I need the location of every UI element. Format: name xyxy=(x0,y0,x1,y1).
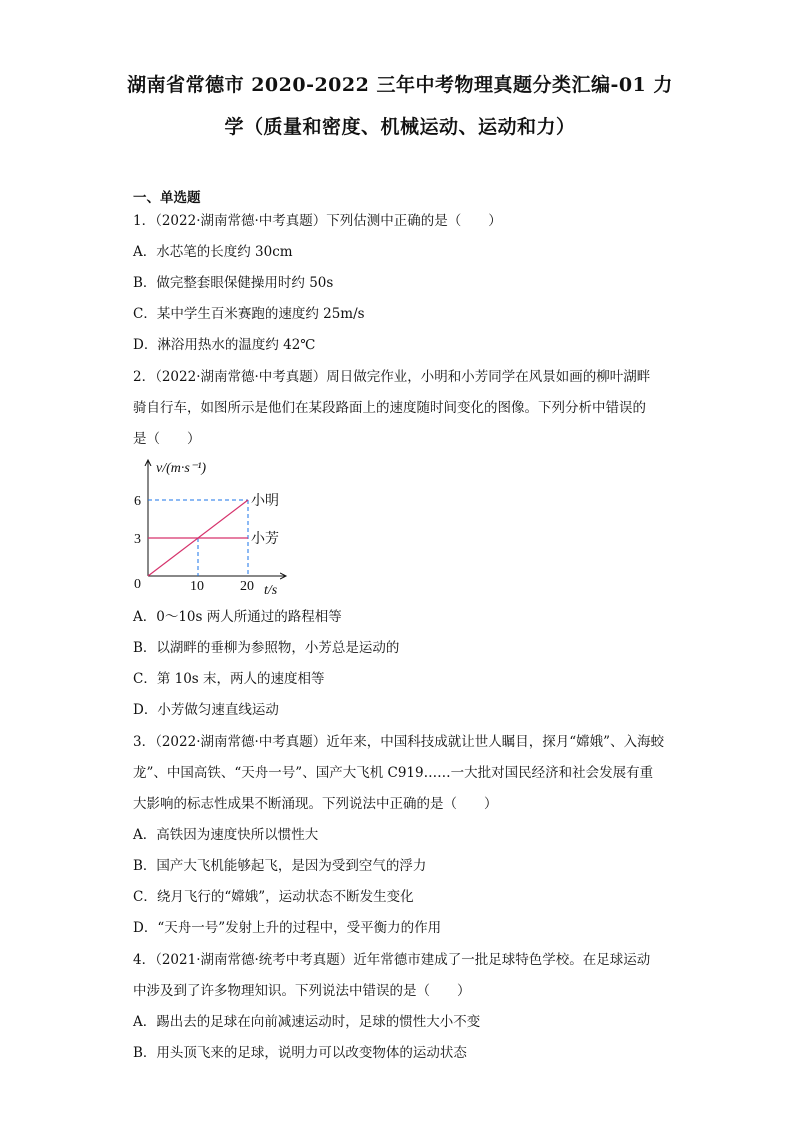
question-2-option-b: B．以湖畔的垂柳为参照物，小芳总是运动的 xyxy=(133,640,400,656)
question-2-stem-line-3: 是（ ） xyxy=(133,431,201,447)
y-tick-label-2: 6 xyxy=(134,494,141,509)
question-2-stem-line-2: 骑自行车，如图所示是他们在某段路面上的速度随时间变化的图像。下列分析中错误的 xyxy=(133,400,646,416)
question-2-option-c: C．第 10s 末，两人的速度相等 xyxy=(133,671,325,687)
question-3-stem-line-2: 龙”、中国高铁、“天舟一号”、国产大飞机 C919……一大批对国民经济和社会发展有重 xyxy=(133,765,654,781)
question-2-stem-line-1: 2．（2022·湖南常德·中考真题）周日做完作业，小明和小芳同学在风景如画的柳叶湖畔 xyxy=(133,369,651,385)
question-3-stem-line-1: 3．（2022·湖南常德·中考真题）近年来，中国科技成就让世人瞩目，探月“嫦娥”、入海蛟 xyxy=(133,734,665,750)
question-1-option-a: A．水芯笔的长度约 30cm xyxy=(133,244,293,260)
question-3-option-c: C．绕月飞行的“嫦娥”，运动状态不断发生变化 xyxy=(133,889,414,905)
question-4-stem-line-2: 中涉及到了许多物理知识。下列说法中错误的是（ ） xyxy=(133,983,471,999)
x-axis-label: t/s xyxy=(264,583,278,598)
question-2-option-d: D．小芳做匀速直线运动 xyxy=(133,702,279,718)
velocity-time-chart xyxy=(126,456,296,604)
origin-label: 0 xyxy=(134,577,141,592)
question-4-stem-line-1: 4．（2021·湖南常德·统考中考真题）近年常德市建成了一批足球特色学校。在足球运动 xyxy=(133,952,651,968)
x-tick-label-1: 10 xyxy=(190,579,204,594)
page-title-line-1: 湖南省常德市 2020-2022 三年中考物理真题分类汇编-01 力 xyxy=(127,74,673,96)
question-4-option-b: B．用头顶飞来的足球，说明力可以改变物体的运动状态 xyxy=(133,1045,467,1061)
series-label-1: 小明 xyxy=(251,494,279,509)
question-4-option-a: A．踢出去的足球在向前减速运动时，足球的惯性大小不变 xyxy=(133,1014,481,1030)
question-3-stem-line-3: 大影响的标志性成果不断涌现。下列说法中正确的是（ ） xyxy=(133,796,498,812)
question-3-option-a: A．高铁因为速度快所以惯性大 xyxy=(133,827,319,843)
question-1-option-d: D．淋浴用热水的温度约 42℃ xyxy=(133,337,316,353)
y-axis-label: v/(m·s⁻¹) xyxy=(156,461,207,476)
series-label-2: 小芳 xyxy=(251,532,279,547)
x-tick-label-2: 20 xyxy=(240,579,254,594)
section-heading: 一、单选题 xyxy=(133,190,201,206)
question-1-option-c: C．某中学生百米赛跑的速度约 25m/s xyxy=(133,306,365,322)
question-3-option-b: B．国产大飞机能够起飞，是因为受到空气的浮力 xyxy=(133,858,427,874)
question-1-option-b: B．做完整套眼保健操用时约 50s xyxy=(133,275,334,291)
page-title-line-2: 学（质量和密度、机械运动、运动和力） xyxy=(224,116,576,138)
y-tick-label-1: 3 xyxy=(134,532,141,547)
question-3-option-d: D．“天舟一号”发射上升的过程中，受平衡力的作用 xyxy=(133,920,442,936)
question-2-option-a: A．0～10s 两人所通过的路程相等 xyxy=(133,609,342,625)
question-1-stem: 1．（2022·湖南常德·中考真题）下列估测中正确的是（ ） xyxy=(133,213,502,229)
